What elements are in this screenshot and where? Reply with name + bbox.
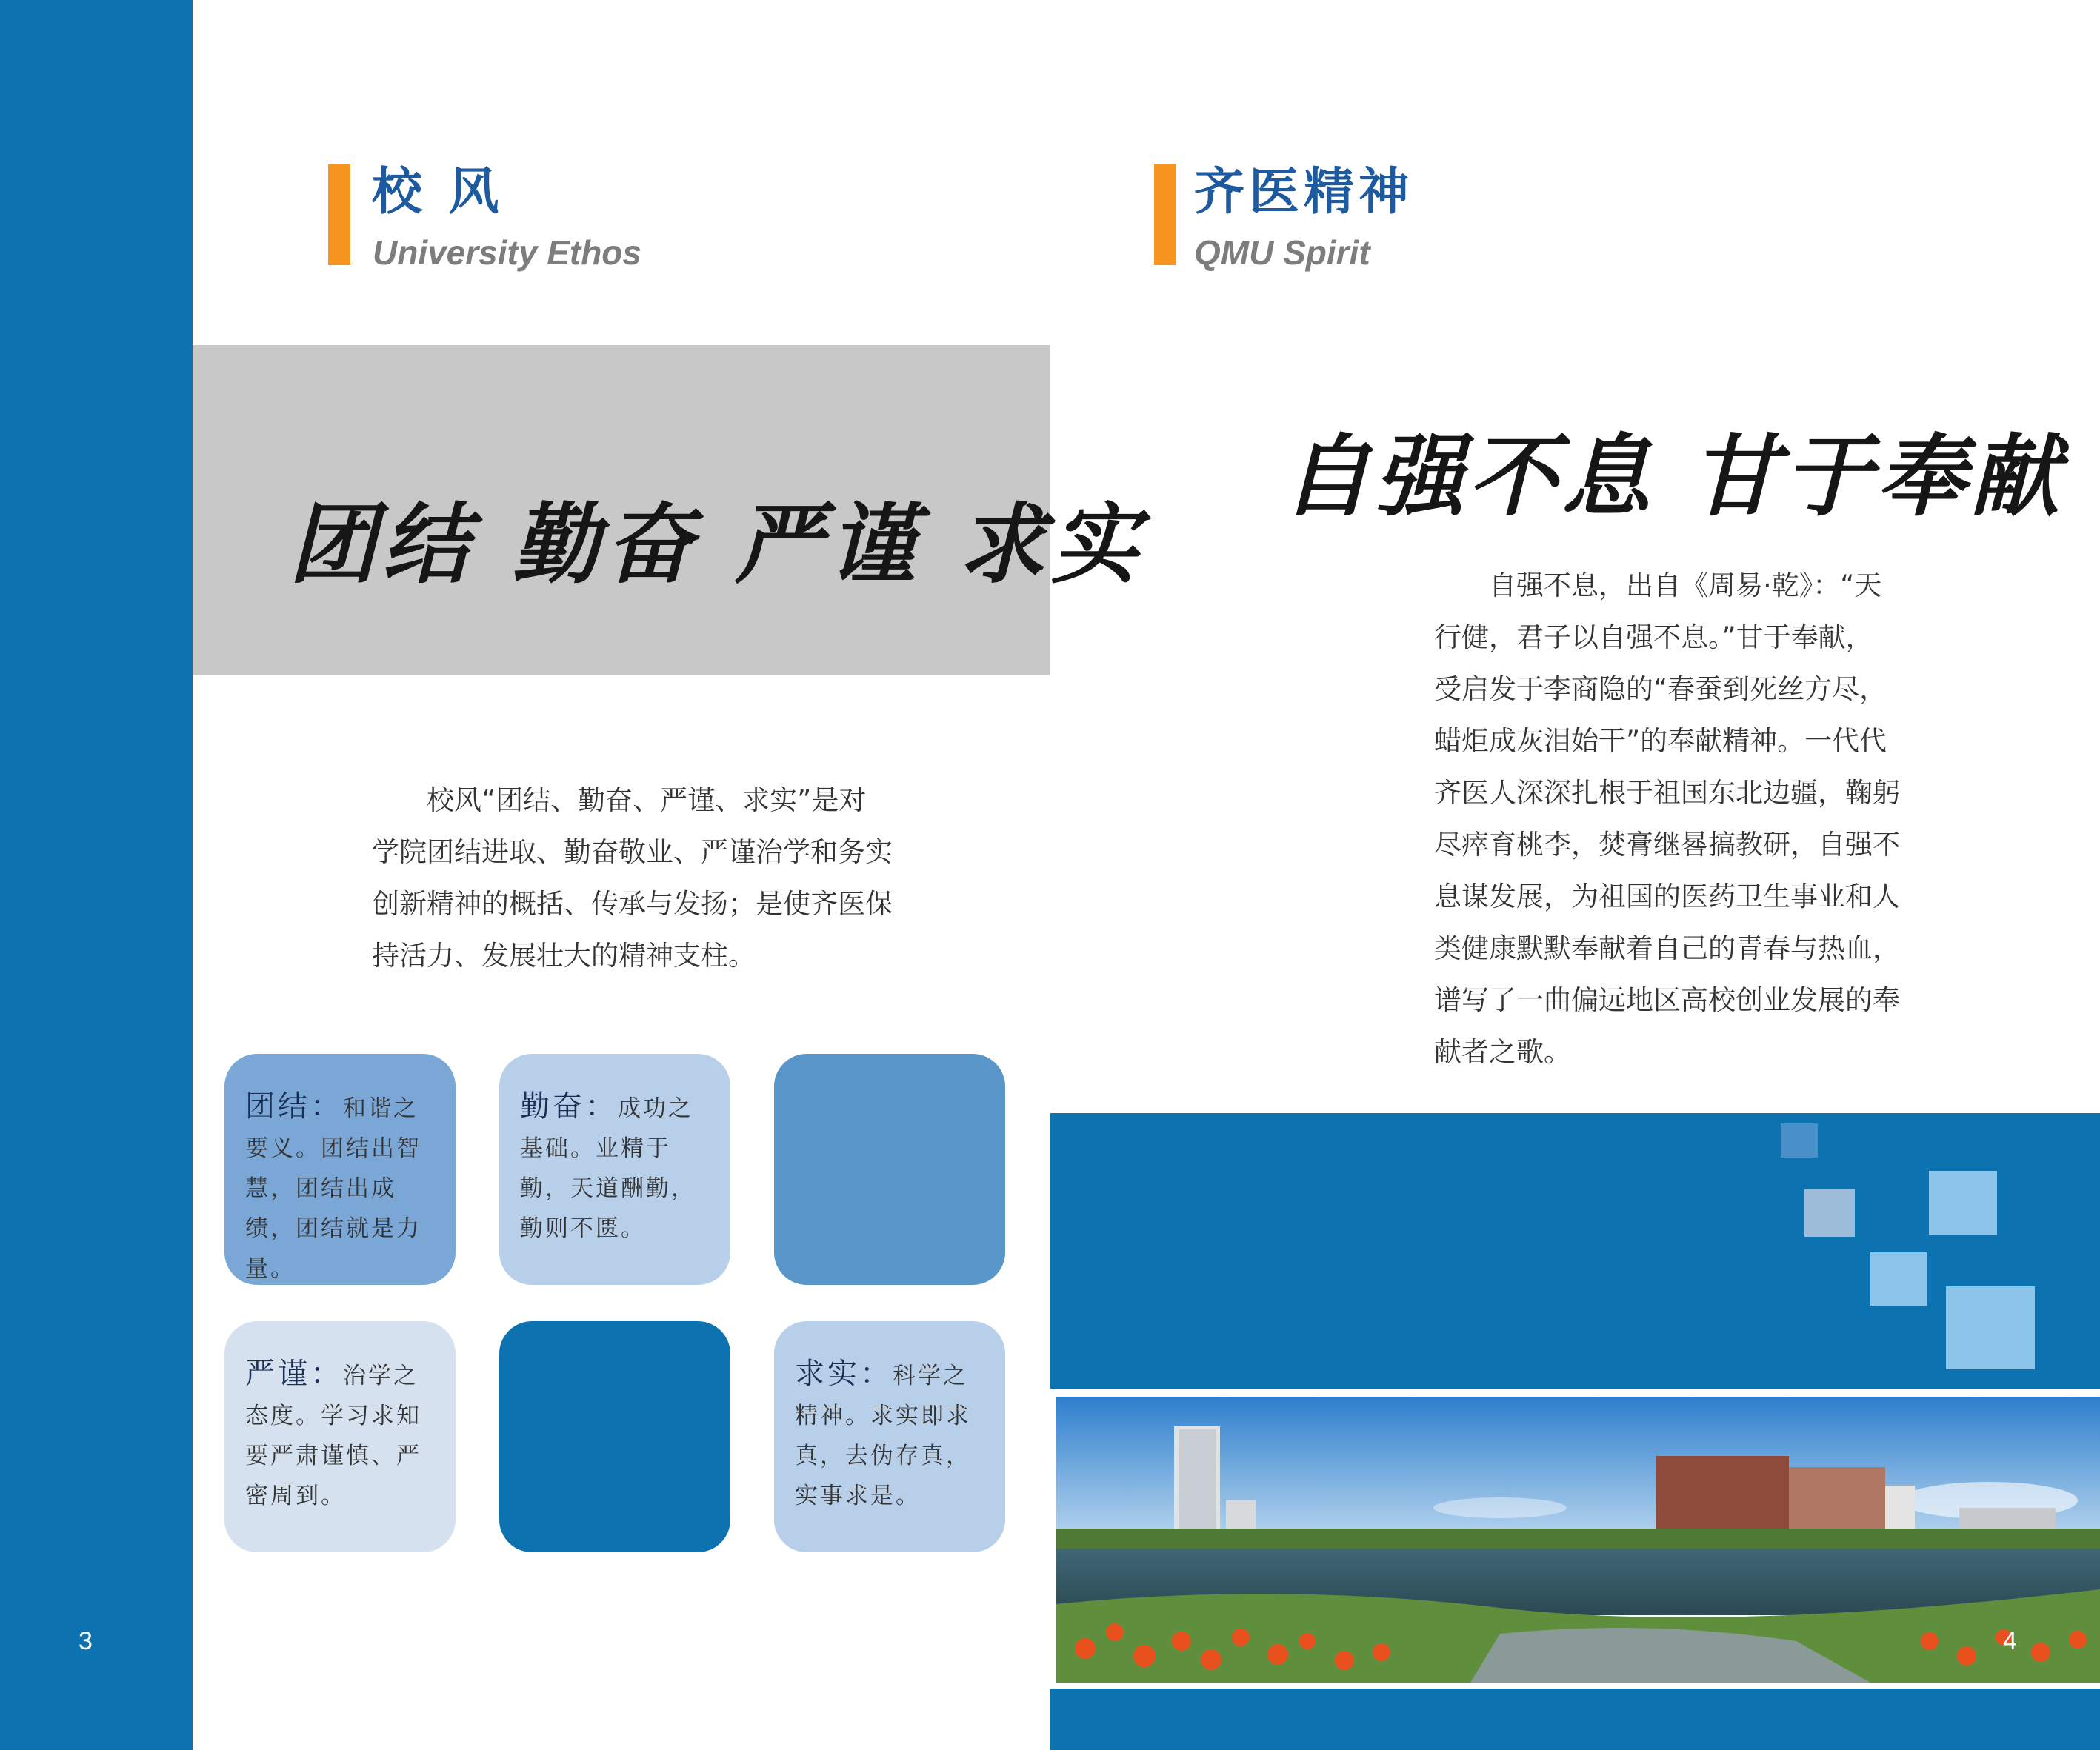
tile-decorative-1 (774, 1054, 1005, 1285)
tile-diligence-title: 勤奋： (520, 1089, 618, 1123)
heading-university-ethos-cn: 校 风 (372, 163, 504, 221)
heading-qmu-spirit-en: QMU Spirit (1194, 233, 1370, 272)
tile-truth-title: 求实： (795, 1357, 893, 1391)
heading-university-ethos-en: University Ethos (373, 233, 641, 272)
page-number-left: 3 (79, 1627, 93, 1655)
decor-square (1781, 1123, 1818, 1158)
bottom-blue-strip (1050, 1689, 2100, 1750)
spirit-calligraphy: 自强不息 甘于奉献 (1281, 424, 2064, 529)
tile-truth (774, 1321, 1005, 1552)
heading-qmu-spirit-cn: 齐医精神 (1194, 163, 1414, 221)
campus-photo-illustration (1056, 1397, 2100, 1683)
tile-unity-text: 和谐之要义。团结出智慧，团结出成绩，团结就是力量。 (245, 1095, 421, 1282)
tile-decorative-2 (499, 1321, 730, 1552)
campus-photo (1056, 1397, 2100, 1683)
left-margin-band (0, 0, 193, 1750)
decor-square (1870, 1252, 1927, 1306)
decor-square (1804, 1189, 1855, 1237)
page-number-right: 4 (2003, 1627, 2017, 1655)
heading-accent-bar-left (328, 164, 350, 265)
tile-diligence (499, 1054, 730, 1285)
heading-accent-bar-right (1154, 164, 1176, 265)
decor-square (1929, 1171, 1997, 1235)
ethos-paragraph: 校风“团结、勤奋、严谨、求实”是对 学院团结进取、勤奋敬业、严谨治学和务实 创新精神的概括、传承与发扬；是使齐医保 持活力、发展壮大的精神支柱。 (372, 784, 893, 972)
tile-rigor-title: 严谨： (245, 1357, 343, 1391)
tile-rigor-text: 治学之态度。学习求知要严肃谨慎、严密周到。 (245, 1363, 421, 1509)
tile-unity-title: 团结： (245, 1089, 343, 1123)
tile-truth-text: 科学之精神。求实即求真，去伪存真，实事求是。 (795, 1363, 971, 1509)
decor-square (1946, 1286, 2035, 1369)
spirit-paragraph: 自强不息，出自《周易·乾》：“天 行健，君子以自强不息。”甘于奉献， 受启发于李商隐的“春蚕到死丝方尽， 蜡炬成灰泪始干”的奉献精神。一代代 齐医人深深扎根于祖国东北边疆，鞠躬 尽瘁育桃李，焚膏继晷搞教研，自强不 息谋发展，为祖国的医药卫生事业和人 类健康默默奉献着自己的青春与热血， 谱写了一曲偏远地区高校创业发展的奉 献者之歌。 (1434, 570, 1900, 1068)
decorative-blue-block (1050, 1113, 2100, 1389)
tile-unity (224, 1054, 456, 1285)
motto-calligraphy: 团结 勤奋 严谨 求实 (289, 492, 1145, 595)
tile-rigor (224, 1321, 456, 1552)
tile-diligence-text: 成功之基础。业精于勤，天道酬勤，勤则不匮。 (520, 1095, 696, 1242)
